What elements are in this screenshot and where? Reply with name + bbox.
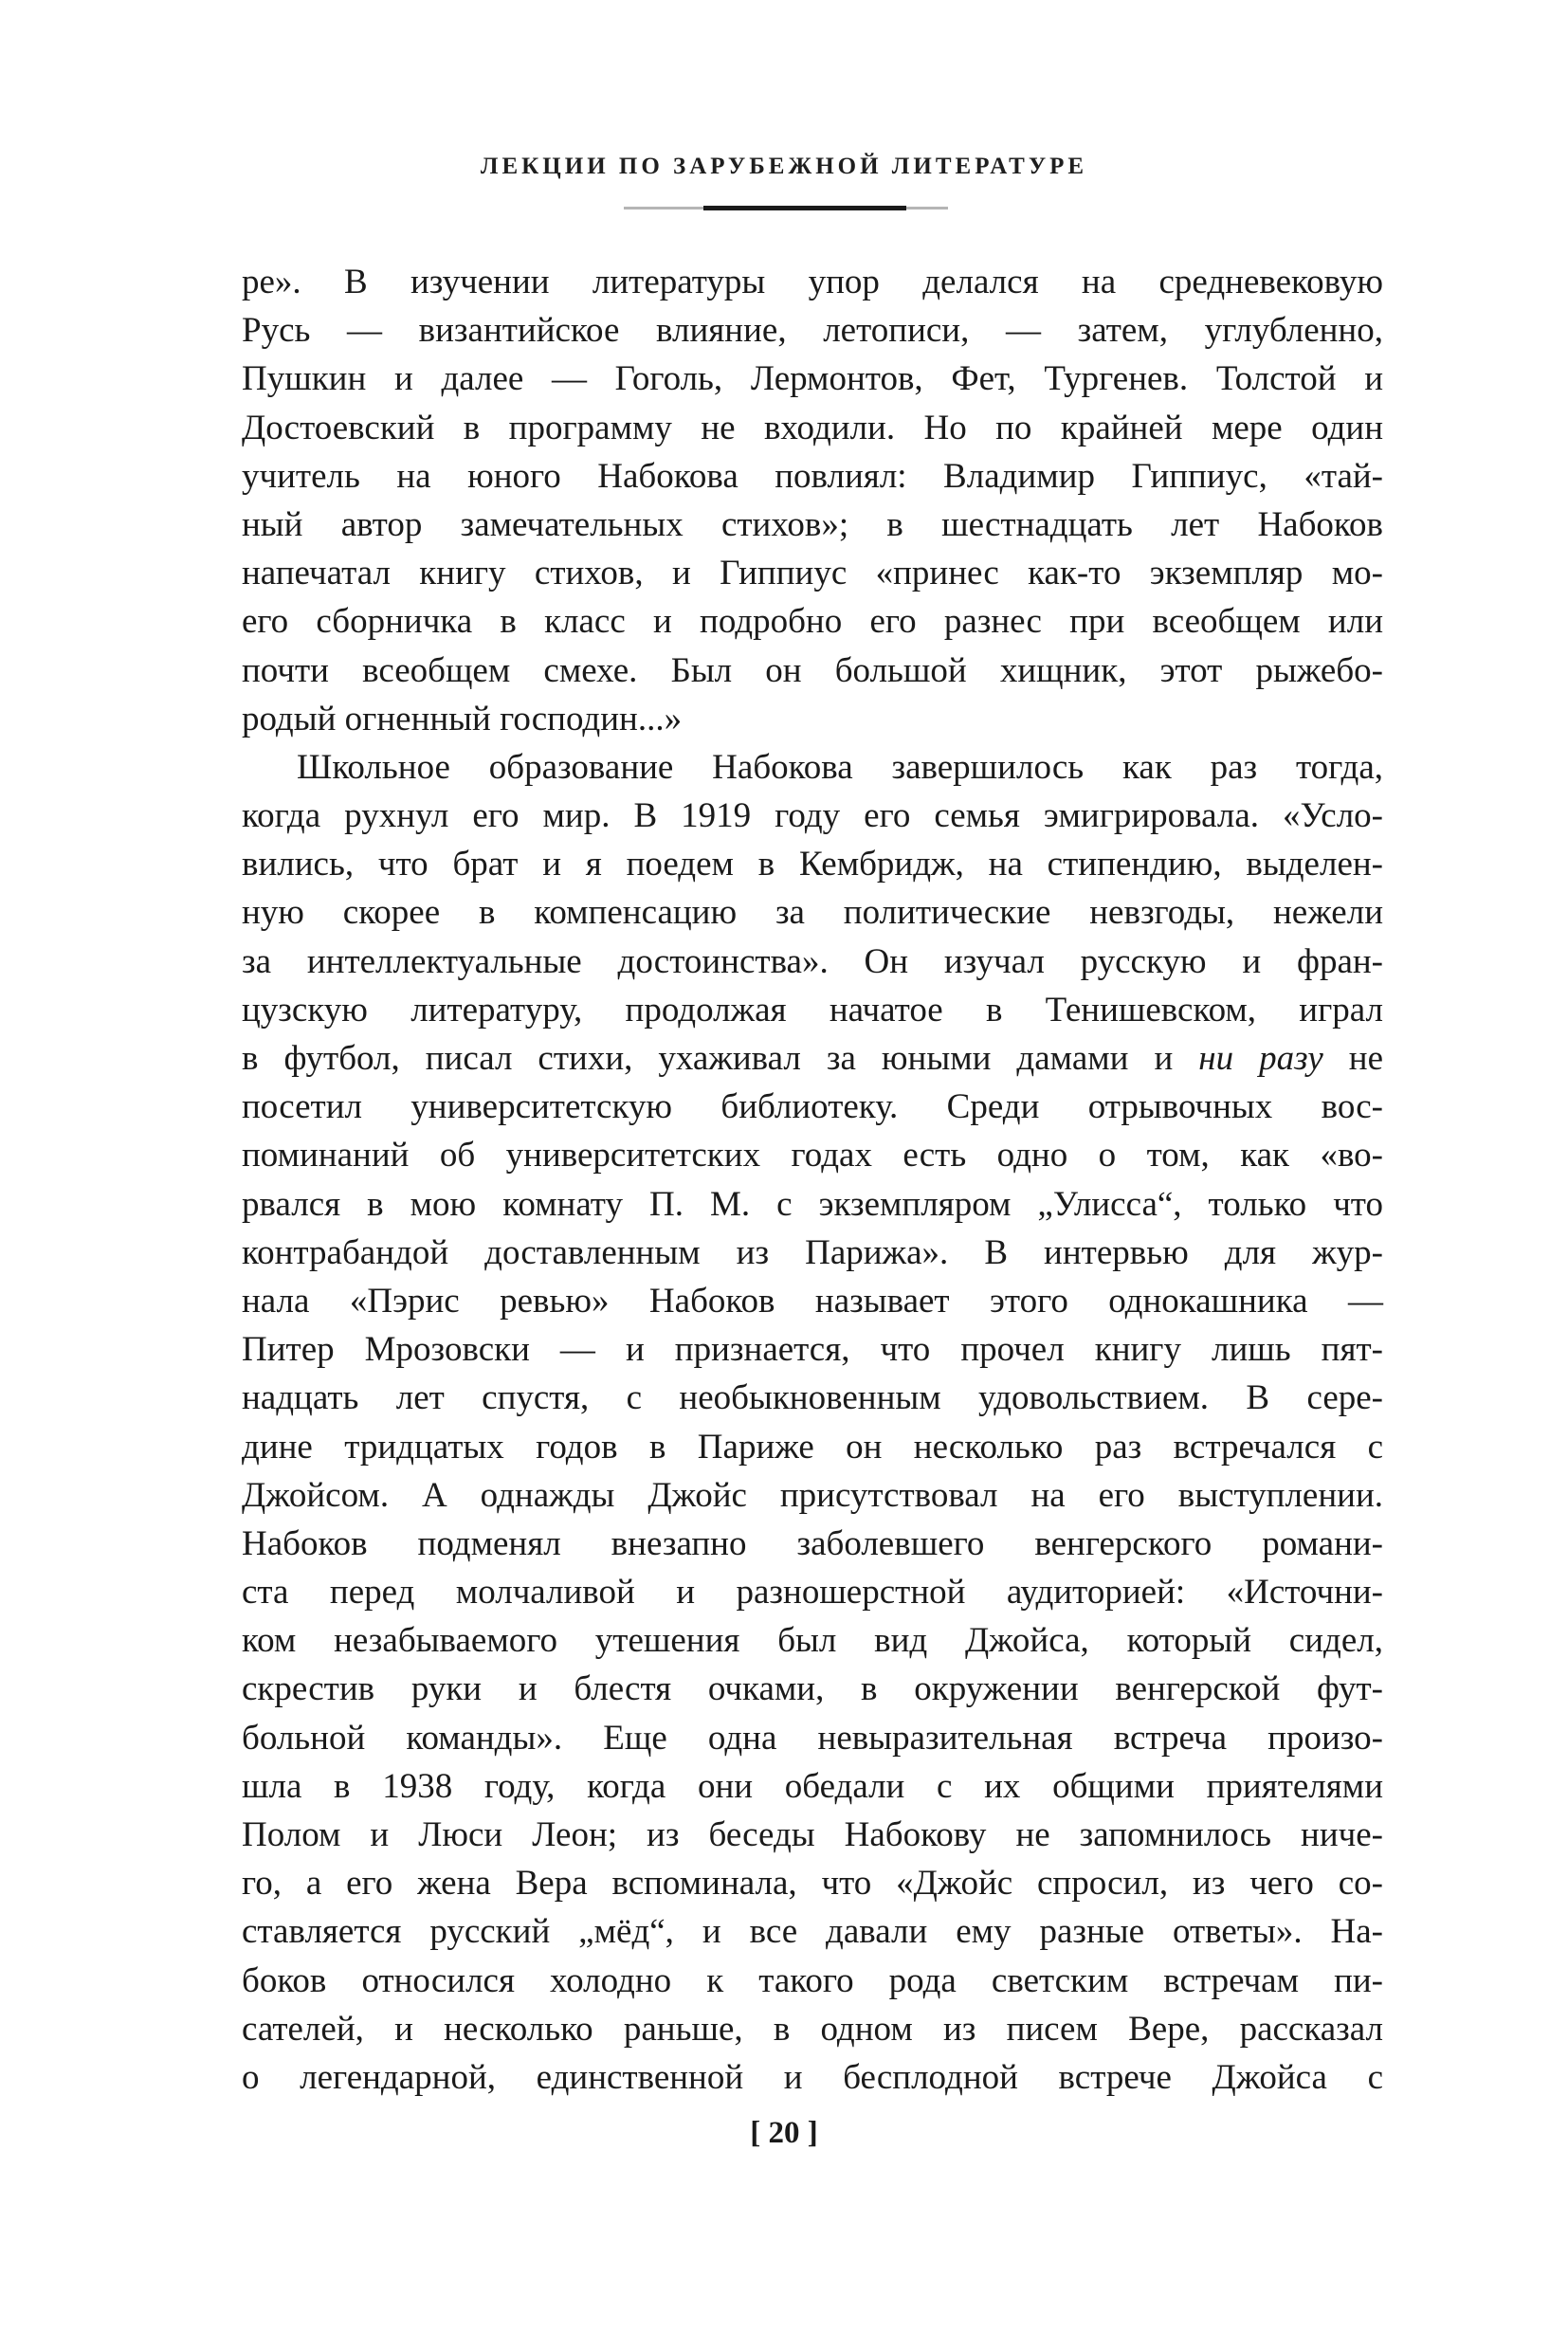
text-line: нала «Пэрис ревью» Набоков называет этого однокашника —	[242, 1281, 1383, 1321]
text-line: родый огненный господин...»	[242, 699, 683, 738]
text-line: шла в 1938 году, когда они обедали с их общими приятелями	[242, 1766, 1383, 1806]
text-line: Питер Мрозовски — и признается, что прочел книгу лишь пят-	[242, 1330, 1383, 1370]
text-line-with-emphasis	[242, 1034, 1383, 1083]
text-line: о легендарной, единственной и бесплодной встрече Джойса с	[242, 2057, 1383, 2097]
text-line: ста перед молчаливой и разношерстной аудиторией: «Источни-	[242, 1573, 1383, 1613]
text-line: его сборничка в класс и подробно его разнес при всеобщем или	[242, 602, 1383, 642]
text-line: надцать лет спустя, с необыкновенным удовольствием. В сере-	[242, 1378, 1383, 1418]
text-line: напечатал книгу стихов, и Гиппиус «принес как-то экземпляр мо-	[242, 554, 1383, 593]
text-line: больной команды». Еще одна невыразительная встреча произо-	[242, 1718, 1383, 1758]
text-line: ре». В изучении литературы упор делался на средневековую	[242, 263, 1383, 301]
text-line: поминаний об университетских годах есть одно о том, как «во-	[242, 1136, 1383, 1176]
text-line: дине тридцатых годов в Париже он несколько раз встречался с	[242, 1427, 1383, 1467]
italic-emphasis: ни разу	[1198, 1039, 1323, 1078]
body-text	[242, 258, 1383, 2102]
text-line: ставляется русский „мёд“, и все давали ему разные ответы». На-	[242, 1912, 1383, 1952]
text-segment: в футбол, писал стихи, ухаживал за юными дамами и	[242, 1039, 1199, 1078]
text-line: посетил университетскую библиотеку. Среди отрывочных вос-	[242, 1087, 1383, 1127]
text-line: Русь — византийское влияние, летописи, — затем, углубленно,	[242, 311, 1383, 351]
text-line: скрестив руки и блестя очками, в окружении венгерской фут-	[242, 1669, 1383, 1709]
text-line: ный автор замечательных стихов»; в шестнадцать лет Набоков	[242, 504, 1383, 544]
text-line: за интеллектуальные достоинства». Он изучал русскую и фран-	[242, 941, 1383, 981]
text-line: учитель на юного Набокова повлиял: Владимир Гиппиус, «тай-	[242, 456, 1383, 496]
text-line: рвался в мою комнату П. М. с экземпляром „Улисса“, только что	[242, 1184, 1383, 1224]
running-head-title: ЛЕКЦИИ ПО ЗАРУБЕЖНОЙ ЛИТЕРАТУРЕ	[480, 154, 1088, 179]
header-rule-accent	[703, 206, 906, 210]
text-line: ную скорее в компенсацию за политические невзгоды, нежели	[242, 893, 1383, 933]
text-line: Полом и Люси Леон; из беседы Набокову не запомнилось ниче-	[242, 1815, 1383, 1854]
text-line: когда рухнул его мир. В 1919 году его семья эмигрировала. «Усло-	[242, 796, 1383, 836]
text-line: Набоков подменял внезапно заболевшего венгерского романи-	[242, 1523, 1383, 1563]
text-line: сателей, и несколько раньше, в одном из писем Вере, рассказал	[242, 2009, 1383, 2049]
text-line: Достоевский в программу не входили. Но по крайней мере один	[242, 408, 1383, 447]
text-line: вились, что брат и я поедем в Кембридж, на стипендию, выделен-	[242, 845, 1383, 884]
text-line: контрабандой доставленным из Парижа». В интервью для жур-	[242, 1232, 1383, 1272]
text-line: го, а его жена Вера вспоминала, что «Джойс спросил, из чего со-	[242, 1864, 1383, 1904]
text-line: Джойсом. А однажды Джойс присутствовал на его выступлении.	[242, 1475, 1383, 1515]
text-line: боков относился холодно к такого рода светским встречам пи-	[242, 1960, 1383, 2000]
text-segment: не	[1322, 1039, 1383, 1078]
text-line: цузскую литературу, продолжая начатое в Тенишевском, играл	[242, 990, 1383, 1030]
text-line: почти всеобщем смехе. Был он большой хищник, этот рыжебо-	[242, 650, 1383, 690]
text-line: Пушкин и далее — Гоголь, Лермонтов, Фет, Тургенев. Толстой и	[242, 359, 1383, 399]
paragraph-first-line: Школьное образование Набокова завершилось как раз тогда,	[297, 747, 1383, 787]
page-number: [ 20 ]	[750, 2116, 818, 2150]
text-line: ком незабываемого утешения был вид Джойса, который сидел,	[242, 1621, 1383, 1661]
